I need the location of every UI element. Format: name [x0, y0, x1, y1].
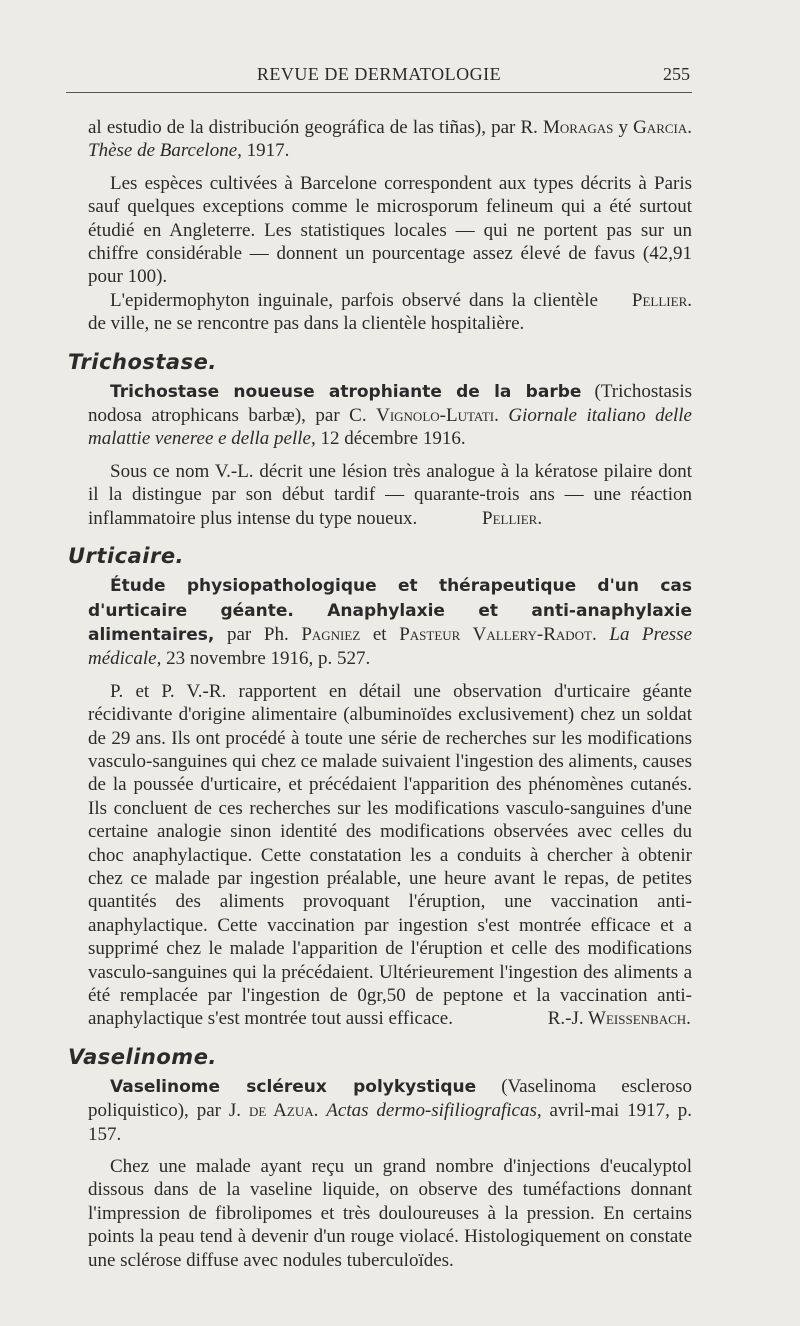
signature: Pellier. — [631, 289, 692, 311]
page-body — [68, 116, 693, 1272]
journal-name: La Presse médicale, — [88, 623, 693, 670]
text: P. et P. V.-R. rapportent en détail une observation d'urticaire géante récidivante d'origine alimentaire (albuminoïdes exclusivement) chez un soldat de 29 ans. Ils ont procédé à toute une série de recherches sur les modifications vasculo-sanguines qui chez ce malade suivaient l'ingestion des aliments, causes de la poussée d'urticaire, et précédaient l'apparition des phénomènes cutanés. Ils concluent de ces recherches sur les modifications vasculo-sanguines d'une certaine analogie sinon identité des modifications observées avec celles du choc anaphylactique. Cette constatation les a conduits à chercher à obtenir chez ce malade par ingestion préalable, une heure avant le repas, de petites quantités des aliments provoquant l'éruption, une vaccination anti-anaphylactique. Cette vaccination par ingestion s'est montrée efficace et a supprimé chez le malade l'apparition de l'éruption et celle des modifications vasculo-sanguines qui la précédaient. Ultérieurement l'ingestion des aliments a été remplacée par l'ingestion de 0gr,50 de peptone et la vaccination anti-anaphylactique s'est montrée tout aussi efficace. — [88, 680, 692, 1030]
paragraph — [88, 680, 692, 1031]
section-heading: Urticaire. — [68, 544, 185, 569]
text: (Trichostasis nodosa atrophicans barbæ), par C. — [88, 380, 692, 427]
author-name: Moragas — [543, 117, 614, 138]
journal-name: Giornale italiano delle malattie veneree e della pelle, — [88, 405, 692, 450]
author-name: Garcia — [633, 117, 688, 138]
author-name: Vignolo-Lutati. — [376, 405, 499, 427]
signature: R.-J. Weissenbach. — [547, 1008, 691, 1030]
author-name: Pagniez — [301, 623, 361, 645]
page-header — [66, 64, 692, 93]
paragraph — [88, 289, 692, 336]
page-number: 255 — [663, 64, 690, 84]
text: et — [360, 623, 400, 645]
paragraph: Les espèces cultivées à Barcelone correspondent aux types décrits à Paris sauf quelques exceptions comme le microsporum felineum qui a été surtout étudié en Angleterre. Les statistiques locales — qui ne portent pas sur un chiffre considérable — donnent un pourcentage assez élevé de favus (42,91 pour 100). — [88, 172, 692, 288]
text: Sous ce nom V.-L. décrit une lésion très analogue à la kératose pilaire dont il la distingue par son début tardif — quarante-trois ans — une réaction inflammatoire plus intense du type noueux. — [88, 460, 692, 529]
publication-title: Thèse de Barcelone, — [88, 140, 242, 162]
paragraph-reference — [88, 380, 692, 451]
paragraph — [88, 460, 692, 530]
text: (Vaselinoma escleroso poliquistico), par J. — [88, 1075, 692, 1122]
text: par Ph. — [214, 623, 302, 645]
section-heading: Vaselinome. — [68, 1044, 217, 1069]
running-title: REVUE DE DERMATOLOGIE — [256, 64, 502, 84]
paragraph: Chez une malade ayant reçu un grand nombre d'injections d'eucalyptol dissous dans de la vaseline liquide, on observe des tuméfactions donnant l'impression de fibrolipomes et très douloureuses à la pression. En certains points la peau tend à devenir d'un rouge violacé. Histologiquement on constate une sclérose diffuse avec nodules tuberculoïdes. — [88, 1156, 692, 1271]
article-title: Trichostase noueuse atrophiante de la barbe — [110, 381, 582, 402]
article-title: Vaselinome scléreux polykystique — [110, 1076, 477, 1097]
paragraph-reference — [88, 574, 692, 671]
paragraph-reference — [88, 1075, 692, 1146]
section-heading: Trichostase. — [68, 349, 217, 374]
journal-name: Actas dermo-sifiliograficas, — [326, 1100, 542, 1122]
text: L'epidermophyton inguinale, parfois observé dans la clientèle de ville, ne se rencontre pas dans la clientèle hospitalière. — [88, 289, 598, 335]
publication-year: 1917. — [246, 140, 290, 162]
author-name: de Azua. — [248, 1100, 319, 1122]
article-title: Étude physiopathologique et thérapeutique d'un cas d'urticaire géante. Anaphylaxie et anti-anaphylaxie alimentaires, — [88, 576, 692, 645]
publication-date: 23 novembre 1916, p. 527. — [161, 648, 371, 670]
publication-date: 12 décembre 1916. — [315, 428, 466, 450]
text: al estudio de la distribución geográfica de las tiñas), par R. — [88, 117, 543, 138]
paragraph-continuation: al estudio de la distribución geográfica de las tiñas), par R. Moragas y Garcia. Thèse de Barcelone, 1917. — [88, 117, 692, 162]
text: y — [613, 117, 628, 138]
author-name: Pasteur Vallery-Radot. — [399, 623, 597, 645]
publication-date: avril-mai 1917, p. 157. — [88, 1100, 693, 1145]
signature: Pellier. — [482, 507, 543, 529]
